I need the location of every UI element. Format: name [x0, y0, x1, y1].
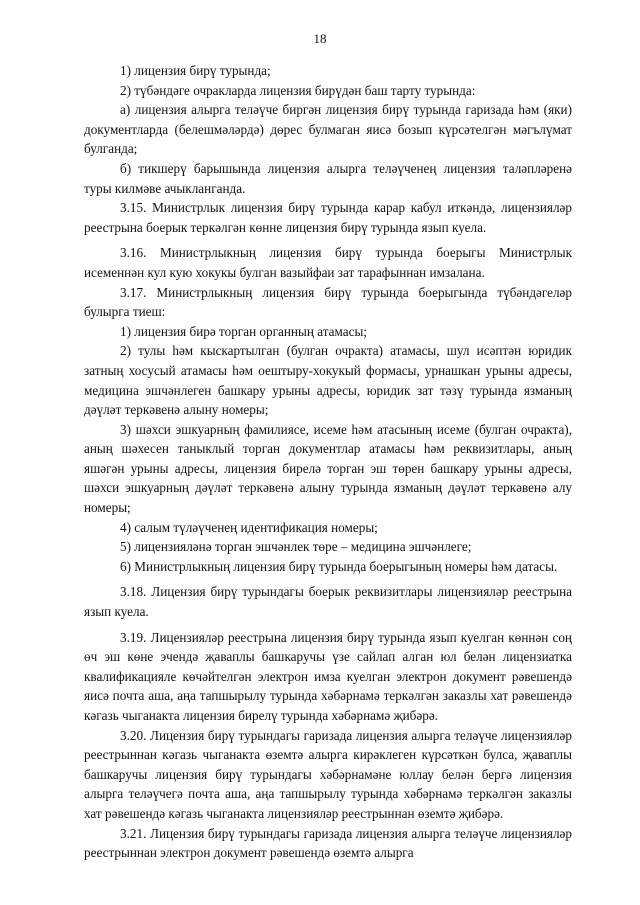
paragraph-13: 6) Министрлыкның лицензия бирү турында боерыгының номеры һәм датасы. [120, 558, 558, 574]
paragraph-16: 3.20. Лицензия бирү турындагы гаризада лицензия алырга теләүче лицензияләр реестрыннан кәгазь чыганакта өземтә алырга кирәклеген күрсәткән булса, җаваплы башкаручы лицензия бирү турындагы хәбәрнамәне юллау белән бергә лицензия алырга теләүчегә почта аша, аңа тапшырылу турында хәбәрнамә теркәлгән заказлы хат рәвешендә кәгазь чыганакта лицензияләр реестрыннан өземтә җибәрә. [84, 727, 572, 821]
paragraph-7: 3.17. Министрлыкның лицензия бирү турында боерыгында түбәндәгеләр булырга тиеш: [84, 284, 572, 320]
paragraph-6: 3.16. Министрлыкның лицензия бирү турында боерыгы Министрлык исеменнән кул кую хокукы булган вазыйфаи зат тарафыннан имзалана. [84, 245, 572, 280]
paragraph-14: 3.18. Лицензия бирү турындагы боерык реквизитлары лицензияләр реестрына язып куела. [84, 584, 572, 620]
paragraph-1: 1) лицензия бирү турында; [120, 63, 271, 78]
paragraph-11: 4) салым түләүченең идентификация номеры; [120, 519, 378, 535]
page-number: 18 [313, 31, 327, 46]
document-body [84, 61, 572, 863]
paragraph-8: 1) лицензия бирә торган органның атамасы; [120, 323, 367, 339]
paragraph-3: а) лицензия алырга теләүче биргән лицензия бирү турында гаризада һәм (яки) документларда (белешмәләрдә) дөрес булмаган яисә бозып күрсәтелгән мәгълүмат булганда; [84, 102, 572, 157]
paragraph-15: 3.19. Лицензияләр реестрына лицензия бирү турында язып куелган көннән соң өч эш көне эчендә җаваплы башкаручы үзе сайлап алган юл белән лицензиатка квалификацияле көчәйтелгән электрон имза куелган электрон документ рәвешендә яисә почта аша, аңа тапшырылу турында хәбәрнамә теркәлгән заказлы хат рәвешендә кәгазь чыганакта лицензия бирелү турында хәбәрнамә җибәрә. [84, 629, 572, 723]
paragraph-2: 2) түбәндәге очракларда лицензия бирүдән баш тарту турында: [120, 82, 476, 98]
paragraph-5: 3.15. Министрлык лицензия бирү турында карар кабул иткәндә, лицензияләр реестрына боерык теркәлгән көнне лицензия бирү турында язып куела. [84, 200, 572, 235]
paragraph-9: 2) тулы һәм кыскартылган (булган очракта) атамасы, шул исәптән юридик затның хосусый атамасы һәм оештыру-хокукый формасы, урнашкан урыны адресы, медицина эшчәнлеген башкару урыны адресы, юридик зат тәзү турында язманың дәүләт теркәвенә алыну номеры; [84, 343, 572, 418]
paragraph-10: 3) шәхси эшкуарның фамилиясе, исеме һәм атасының исеме (булган очракта), аның шәхесен таныклый торган документлар атамасы һәм реквизитлары, аның яшәгән урыны адресы, лицензия бирелә торган эш төрен башкару урыны адресы, шәхси эшкуарның дәүләт теркәвенә алыну турында язманың дәүләт теркәвенә алу номеры; [84, 421, 572, 516]
paragraph-4: б) тикшерү барышында лицензия алырга теләүченең лицензия таләпләренә туры килмәве ачыкланганда. [84, 160, 572, 196]
paragraph-17: 3.21. Лицензия бирү турындагы гаризада лицензия алырга теләүче лицензияләр реестрыннан электрон документ рәвешендә өземтә алырга [84, 825, 572, 861]
paragraph-12: 5) лицензияләнә торган эшчәнлек төре – медицина эшчәнлеге; [120, 539, 472, 555]
